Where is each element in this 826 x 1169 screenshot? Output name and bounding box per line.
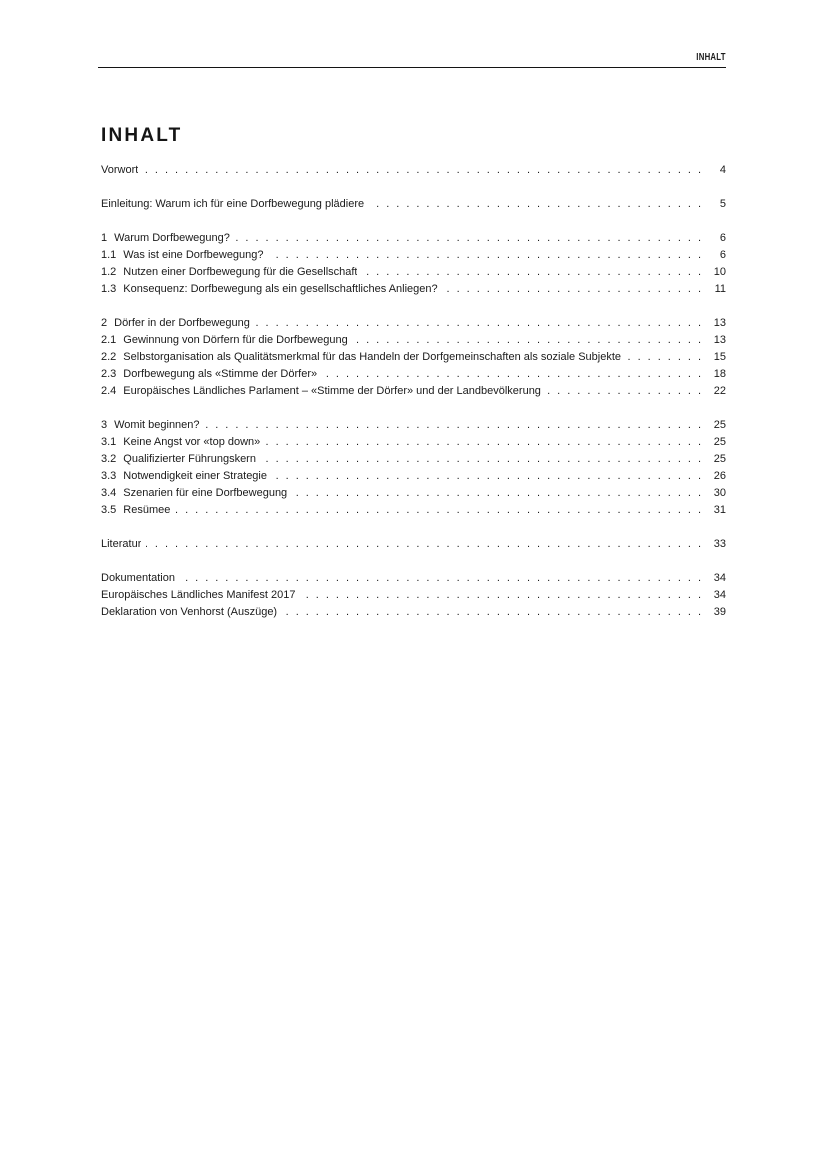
entry-dot-leader [180, 570, 708, 587]
entry-label: Vorwort [101, 164, 139, 176]
toc-entry [101, 247, 726, 264]
entry-number: 3.3 [101, 470, 117, 482]
entry-label: Nutzen einer Dorfbewegung für die Gesellschaft [123, 266, 358, 278]
entry-dot-leader [146, 536, 708, 553]
entry-dot-leader [626, 349, 708, 366]
entry-page-number: 25 [713, 436, 726, 448]
toc-group [101, 536, 726, 553]
running-header-text: INHALT [696, 52, 726, 63]
entry-page-number: 26 [713, 470, 726, 482]
entry-label: Notwendigkeit einer Strategie [123, 470, 267, 482]
entry-page-number: 25 [713, 419, 726, 431]
toc-entry [101, 451, 726, 468]
header-rule [98, 67, 726, 68]
toc-entry [101, 315, 726, 332]
toc-entry [101, 332, 726, 349]
entry-dot-leader [300, 587, 708, 604]
entry-page-number: 6 [719, 232, 726, 244]
entry-dot-leader [443, 281, 708, 298]
entry-page-number: 25 [713, 453, 726, 465]
entry-label: Deklaration von Venhorst (Auszüge) [101, 606, 278, 618]
toc-entry [101, 281, 726, 298]
entry-number: 2 [101, 317, 108, 329]
toc-entry [101, 349, 726, 366]
entry-label: Resümee [123, 504, 171, 516]
entry-dot-leader [269, 247, 708, 264]
entry-number: 1.1 [101, 249, 117, 261]
entry-label: Dorfbewegung als «Stimme der Dörfer» [123, 368, 318, 380]
entry-label: Gewinnung von Dörfern für die Dorfbewegung [123, 334, 348, 346]
toc-entry [101, 196, 726, 213]
toc-entry [101, 434, 726, 451]
entry-page-number: 30 [713, 487, 726, 499]
toc-entry [101, 264, 726, 281]
entry-label: Was ist eine Dorfbewegung? [123, 249, 264, 261]
toc-group [101, 196, 726, 213]
entry-dot-leader [546, 383, 708, 400]
entry-dot-leader [255, 315, 708, 332]
entry-page-number: 11 [714, 283, 726, 295]
toc-group [101, 570, 726, 621]
entry-page-number: 5 [719, 198, 726, 210]
toc-entry [101, 162, 726, 179]
entry-number: 1.3 [101, 283, 117, 295]
entry-page-number: 6 [719, 249, 726, 261]
entry-dot-leader [272, 468, 708, 485]
entry-number: 1 [101, 232, 108, 244]
entry-dot-leader [353, 332, 708, 349]
entry-label: Selbstorganisation als Qualitätsmerkmal für das Handeln der Dorfgemeinschaften als soziale Subjekte [123, 351, 621, 363]
entry-number: 2.3 [101, 368, 117, 380]
entry-label: Dokumentation [101, 572, 175, 584]
entry-dot-leader [205, 417, 708, 434]
entry-number: 2.1 [101, 334, 117, 346]
toc-group [101, 417, 726, 519]
entry-page-number: 13 [713, 334, 726, 346]
entry-number: 2.2 [101, 351, 117, 363]
entry-dot-leader [143, 162, 708, 179]
entry-number: 3.2 [101, 453, 117, 465]
entry-page-number: 33 [713, 538, 726, 550]
entry-label: Warum Dorfbewegung? [114, 232, 230, 244]
toc-entry [101, 502, 726, 519]
entry-label: Dörfer in der Dorfbewegung [114, 317, 250, 329]
entry-label: Europäisches Ländliches Parlament – «Stimme der Dörfer» und der Landbevölkerung [123, 385, 541, 397]
entry-page-number: 18 [713, 368, 726, 380]
entry-label: Einleitung: Warum ich für eine Dorfbewegung plädiere [101, 198, 365, 210]
entry-dot-leader [282, 604, 708, 621]
entry-dot-leader [235, 230, 708, 247]
entry-label: Qualifizierter Führungskern [123, 453, 256, 465]
entry-page-number: 34 [713, 589, 726, 601]
toc-entry [101, 604, 726, 621]
toc-group [101, 230, 726, 298]
entry-dot-leader [175, 502, 708, 519]
entry-label: Szenarien für eine Dorfbewegung [123, 487, 288, 499]
entry-dot-leader [261, 451, 708, 468]
entry-number: 3 [101, 419, 108, 431]
entry-number: 2.4 [101, 385, 117, 397]
entry-label: Literatur [101, 538, 142, 550]
entry-dot-leader [292, 485, 708, 502]
toc-group [101, 162, 726, 179]
entry-page-number: 13 [713, 317, 726, 329]
entry-page-number: 31 [713, 504, 726, 516]
entry-dot-leader [265, 434, 708, 451]
toc-entry [101, 587, 726, 604]
toc-entry [101, 230, 726, 247]
toc-entry [101, 485, 726, 502]
toc-entry [101, 417, 726, 434]
toc-group [101, 315, 726, 400]
toc-entry [101, 536, 726, 553]
entry-page-number: 10 [713, 266, 726, 278]
toc-entry [101, 366, 726, 383]
entry-page-number: 22 [713, 385, 726, 397]
toc-entry [101, 383, 726, 400]
entry-label: Konsequenz: Dorfbewegung als ein gesellschaftliches Anliegen? [123, 283, 438, 295]
running-header [98, 52, 726, 63]
entry-dot-leader [322, 366, 708, 383]
entry-label: Europäisches Ländliches Manifest 2017 [101, 589, 296, 601]
entry-number: 3.5 [101, 504, 117, 516]
entry-page-number: 39 [713, 606, 726, 618]
entry-dot-leader [369, 196, 708, 213]
page-title: INHALT [101, 124, 183, 146]
toc-entry [101, 570, 726, 587]
entry-page-number: 15 [713, 351, 726, 363]
entry-number: 3.4 [101, 487, 117, 499]
entry-number: 1.2 [101, 266, 117, 278]
entry-label: Keine Angst vor «top down» [123, 436, 261, 448]
entry-label: Womit beginnen? [114, 419, 200, 431]
entry-number: 3.1 [101, 436, 117, 448]
toc-list [101, 162, 726, 621]
entry-page-number: 4 [719, 164, 726, 176]
toc-entry [101, 468, 726, 485]
entry-page-number: 34 [713, 572, 726, 584]
entry-dot-leader [362, 264, 708, 281]
